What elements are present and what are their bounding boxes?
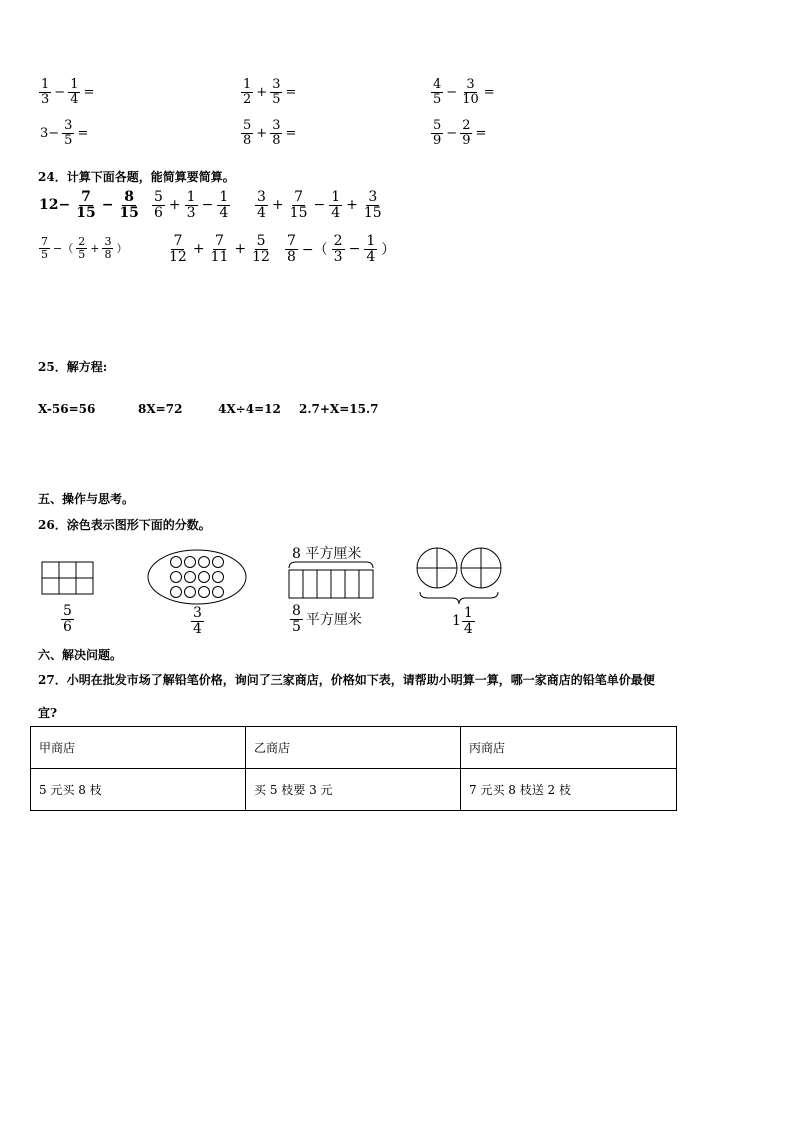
expr-operator: ） xyxy=(381,242,396,259)
q24-expr-5 xyxy=(165,234,274,264)
fraction-numerator: 5 xyxy=(433,118,442,133)
table-header-cell: 甲商店 xyxy=(31,727,246,769)
fraction-denominator: 9 xyxy=(433,132,442,148)
fraction xyxy=(270,78,282,106)
fraction-numerator: 1 xyxy=(41,77,50,92)
fraction-numerator: 3 xyxy=(104,235,112,248)
fraction-numerator: 1 xyxy=(186,189,196,205)
fraction xyxy=(117,190,140,220)
expr-operator: = xyxy=(475,125,487,141)
q25-equation-2: 8X=72 xyxy=(138,402,183,416)
table-row xyxy=(31,727,677,769)
q27-text-line-1: 27．小明在批发市场了解铅笔价格，询问了三家商店，价格如下表，请帮助小明算一算，哪一家商店的铅笔单价最便 xyxy=(38,673,655,687)
fraction xyxy=(167,234,189,264)
q26-dots xyxy=(171,557,224,598)
table-cell: 7 元买 8 枝送 2 枝 xyxy=(461,769,677,811)
fraction-numerator: 1 xyxy=(219,189,229,205)
fraction xyxy=(74,190,97,220)
fraction-denominator: 12 xyxy=(169,248,187,265)
fraction xyxy=(185,190,198,220)
q23-expr-2-1 xyxy=(240,78,298,106)
fraction-numerator: 3 xyxy=(466,77,475,92)
fraction-numerator: 5 xyxy=(243,118,252,133)
fraction-denominator: 8 xyxy=(243,132,252,148)
q26-oval-fraction: $\frac{3}{4}$ xyxy=(193,605,202,637)
fraction-numerator: 1 xyxy=(366,233,376,249)
q26-bar-unit: 平方厘米 xyxy=(305,612,362,629)
fraction-numerator: 1 xyxy=(70,77,79,92)
expr-operator: − xyxy=(446,125,458,141)
fraction xyxy=(285,234,298,264)
q24-expr-3 xyxy=(253,190,386,220)
table-row xyxy=(31,769,677,811)
expr-operator: = xyxy=(77,125,89,141)
q23-expr-2-2 xyxy=(240,119,298,147)
fraction-numerator: 3 xyxy=(64,118,73,133)
fraction-numerator: 2 xyxy=(333,233,343,249)
fraction xyxy=(364,234,377,264)
fraction xyxy=(460,78,481,106)
fraction-denominator: 10 xyxy=(462,91,479,107)
fraction-denominator: 3 xyxy=(333,248,343,265)
fraction-numerator: 8 xyxy=(124,189,135,205)
expr-operator: − xyxy=(54,84,66,100)
expr-operator: + xyxy=(256,125,268,141)
expr-operator: − xyxy=(201,197,214,214)
expr-operator: + xyxy=(234,241,247,258)
fraction-denominator: 4 xyxy=(70,91,79,107)
expr-operator: = xyxy=(285,84,297,100)
fraction-denominator: 15 xyxy=(76,204,96,221)
fraction-numerator: 2 xyxy=(78,235,86,248)
fraction-denominator: 5 xyxy=(41,247,48,261)
fraction xyxy=(241,78,253,106)
fraction-denominator: 3 xyxy=(186,204,196,221)
expr-operator: + xyxy=(346,197,358,214)
q26-oval-with-dots xyxy=(146,548,248,606)
q23-expr-3-2 xyxy=(430,119,488,147)
expr-operator: − xyxy=(101,197,114,214)
fraction xyxy=(241,119,253,147)
fraction-denominator: 11 xyxy=(210,248,229,265)
fraction-numerator: 5 xyxy=(154,189,163,205)
fraction-numerator: 2 xyxy=(462,118,471,133)
fraction-denominator: 4 xyxy=(366,248,376,265)
expr-operator: − xyxy=(446,84,458,100)
fraction xyxy=(332,234,345,264)
q24-expr-6 xyxy=(283,234,397,264)
q24-title: 24．计算下面各题，能简算要简算。 xyxy=(38,170,235,184)
fraction-denominator: 5 xyxy=(64,132,73,148)
q26-rectangle-grid xyxy=(40,560,96,596)
fraction-denominator: 5 xyxy=(272,91,281,107)
q26-circles-whole: 1 xyxy=(452,613,461,630)
fraction-numerator: 7 xyxy=(81,189,91,205)
fraction xyxy=(270,119,282,147)
expr-operator: − xyxy=(348,241,361,258)
fraction-numerator: 7 xyxy=(287,233,296,249)
q26-circles-fraction: 1 $\frac{1}{4}$ xyxy=(452,605,473,637)
expr-operator: + xyxy=(90,241,100,255)
fraction-numerator: 1 xyxy=(243,77,252,92)
fraction-denominator: 4 xyxy=(257,204,266,221)
fraction xyxy=(39,78,51,106)
q26-bar-fraction: $\frac{8}{5}$ 平方厘米 xyxy=(292,603,362,635)
fraction-numerator: 3 xyxy=(272,118,281,133)
fraction xyxy=(255,190,268,220)
expr-operator: = xyxy=(285,125,297,141)
expr-operator: 3− xyxy=(40,125,60,141)
expr-operator: − xyxy=(313,197,326,214)
fraction-numerator: 1 xyxy=(331,189,341,205)
fraction-denominator: 8 xyxy=(104,247,112,261)
q24-expr-1 xyxy=(37,190,143,220)
q25-equation-1: X-56=56 xyxy=(38,402,96,416)
fraction-denominator: 8 xyxy=(287,248,296,265)
q23-expr-1-2 xyxy=(38,119,90,147)
expr-operator: = xyxy=(83,84,95,100)
fraction-denominator: 9 xyxy=(462,132,471,148)
table-header-cell: 乙商店 xyxy=(246,727,461,769)
fraction xyxy=(62,119,74,147)
fraction-numerator: 4 xyxy=(433,77,442,92)
fraction-numerator: 3 xyxy=(272,77,281,92)
q23-expr-3-1 xyxy=(430,78,497,106)
fraction xyxy=(329,190,342,220)
q27-text-line-2: 宜? xyxy=(38,706,58,720)
fraction xyxy=(250,234,272,264)
fraction-denominator: 15 xyxy=(289,204,308,221)
expr-operator: 12− xyxy=(39,197,71,214)
fraction-denominator: 3 xyxy=(41,91,50,107)
fraction xyxy=(431,78,443,106)
fraction-denominator: 6 xyxy=(154,204,163,221)
expr-operator: + xyxy=(256,84,268,100)
fraction xyxy=(152,190,165,220)
expr-operator: −（ xyxy=(301,242,328,259)
fraction xyxy=(362,190,384,220)
fraction-denominator: 5 xyxy=(78,247,86,261)
fraction xyxy=(39,236,50,260)
fraction xyxy=(76,236,87,260)
fraction xyxy=(68,78,80,106)
q26-bar-label: 8 平方厘米 xyxy=(292,546,362,562)
expr-operator: + xyxy=(271,197,284,214)
q26-bar-diagram xyxy=(286,560,376,602)
q23-expr-1-1 xyxy=(38,78,96,106)
fraction-numerator: 7 xyxy=(215,233,224,249)
fraction xyxy=(288,190,310,220)
q25-equation-3: 4X÷4=12 xyxy=(218,402,281,416)
expr-operator: + xyxy=(168,197,181,214)
fraction-numerator: 7 xyxy=(294,189,304,205)
q26-rect-fraction: $\frac{5}{6}$ xyxy=(63,603,72,635)
fraction-denominator: 15 xyxy=(363,204,382,221)
fraction-denominator: 2 xyxy=(243,91,252,107)
section-6-title: 六、解决问题。 xyxy=(38,648,123,662)
fraction-numerator: 3 xyxy=(257,189,266,205)
expr-operator: = xyxy=(483,84,495,100)
q27-price-table xyxy=(30,726,677,811)
fraction xyxy=(460,119,472,147)
fraction-denominator: 8 xyxy=(272,132,281,148)
fraction xyxy=(209,234,231,264)
fraction-denominator: 12 xyxy=(252,248,270,265)
fraction-denominator: 4 xyxy=(219,204,229,221)
fraction xyxy=(431,119,443,147)
fraction-numerator: 7 xyxy=(173,233,183,249)
fraction-numerator: 7 xyxy=(41,235,48,248)
q26-two-circles xyxy=(414,546,508,606)
section-5-title: 五、操作与思考。 xyxy=(38,492,135,506)
fraction-denominator: 15 xyxy=(119,204,139,221)
expr-operator: −（ xyxy=(53,242,74,256)
expr-operator: + xyxy=(192,241,205,258)
fraction-denominator: 5 xyxy=(433,91,442,107)
table-header-cell: 丙商店 xyxy=(461,727,677,769)
q26-title: 26．涂色表示图形下面的分数。 xyxy=(38,518,211,532)
fraction xyxy=(102,236,113,260)
fraction xyxy=(217,190,230,220)
fraction-denominator: 4 xyxy=(331,204,341,221)
q25-title: 25．解方程: xyxy=(38,360,108,374)
fraction-numerator: 3 xyxy=(368,189,378,205)
q24-expr-4 xyxy=(38,236,129,260)
table-cell: 5 元买 8 枝 xyxy=(31,769,246,811)
q24-expr-2 xyxy=(150,190,232,220)
fraction-numerator: 5 xyxy=(256,233,266,249)
q25-equation-4: 2.7+X=15.7 xyxy=(299,402,379,416)
expr-operator: ） xyxy=(116,242,128,256)
table-cell: 买 5 枝要 3 元 xyxy=(246,769,461,811)
